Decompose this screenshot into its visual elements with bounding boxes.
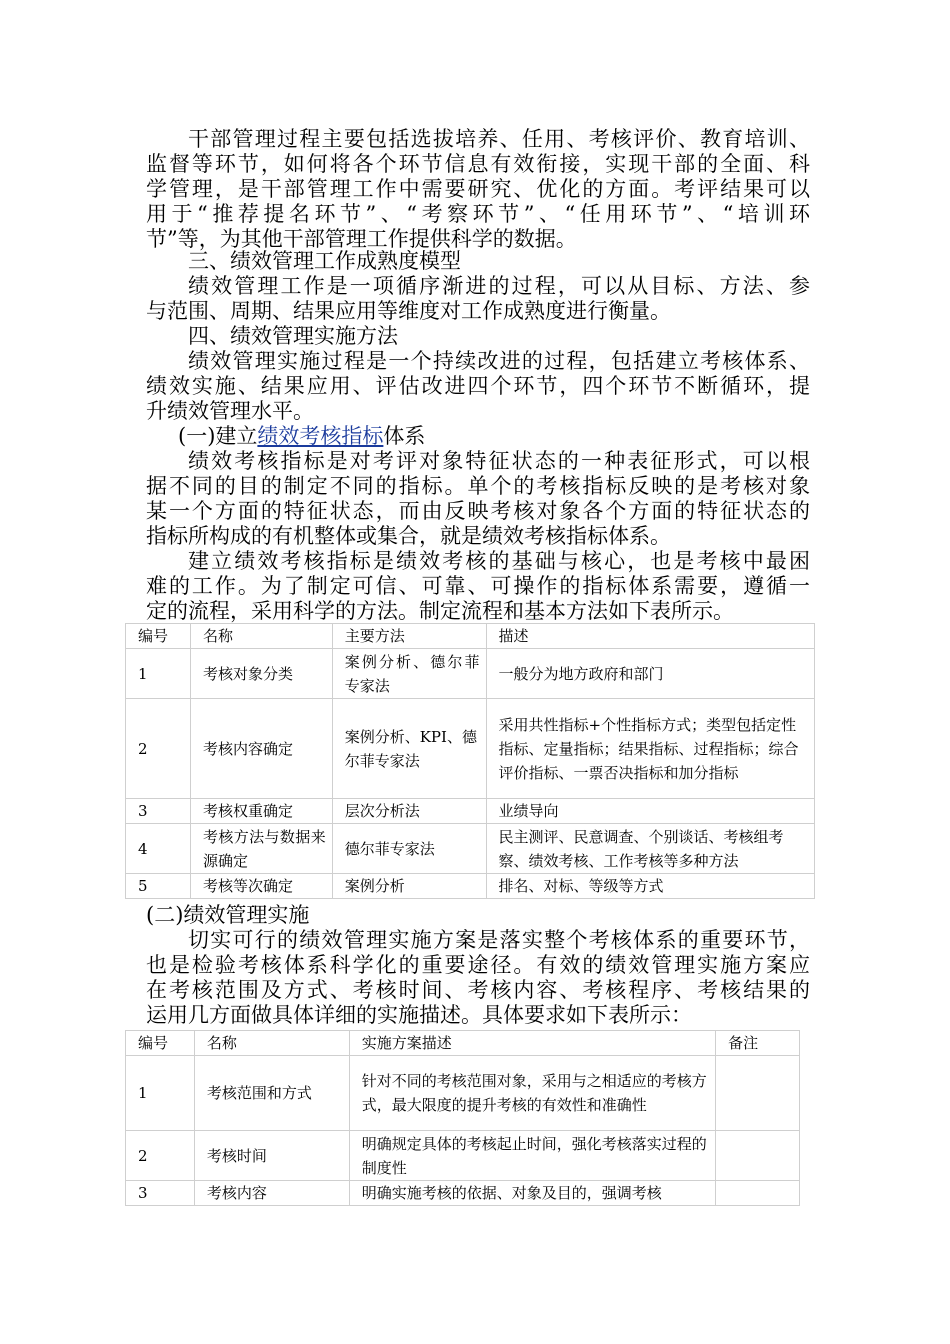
paragraph-kpi-foundation <box>146 549 810 624</box>
table-cell: 排名、对标、等级等方式 <box>486 874 814 899</box>
column-header: 编号 <box>126 1031 195 1056</box>
heading-section-3: 三、绩效管理工作成熟度模型 <box>188 249 461 273</box>
table-cell: 案例分析、德尔菲专家法 <box>332 649 486 699</box>
table-cell: 考核内容 <box>194 1181 349 1206</box>
table-cell <box>716 1131 800 1181</box>
column-header: 实施方案描述 <box>349 1031 715 1056</box>
table-cell: 2 <box>126 699 191 799</box>
table-row <box>126 824 815 874</box>
table-cell: 3 <box>126 799 191 824</box>
heading-suffix: 体系 <box>383 424 426 448</box>
paragraph-cadre-management <box>146 127 810 252</box>
table-cell: 采用共性指标+个性指标方式；类型包括定性指标、定量指标；结果指标、过程指标；综合评价指标、一票否决指标和加分指标 <box>486 699 814 799</box>
table-cell: 4 <box>126 824 191 874</box>
text-line: 运用几方面做具体详细的实施描述。具体要求如下表所示： <box>146 1003 692 1027</box>
text-line: 据不同的目的制定不同的指标。单个的考核指标反映的是考核对象 <box>146 474 810 498</box>
table-cell: 考核权重确定 <box>190 799 332 824</box>
text-line: 与范围、周期、结果应用等维度对工作成熟度进行衡量。 <box>146 299 671 323</box>
table-row <box>126 1056 800 1131</box>
table-cell: 案例分析 <box>332 874 486 899</box>
heading-section-4: 四、绩效管理实施方法 <box>188 324 398 348</box>
text-line: 绩效管理实施过程是一个持续改进的过程，包括建立考核体系、 <box>188 349 810 373</box>
table-cell: 考核范围和方式 <box>194 1056 349 1131</box>
table-cell: 1 <box>126 649 191 699</box>
table-row <box>126 699 815 799</box>
plan-table <box>125 1030 800 1206</box>
table-cell: 考核内容确定 <box>190 699 332 799</box>
table-cell <box>716 1056 800 1131</box>
table-cell: 层次分析法 <box>332 799 486 824</box>
table-row <box>126 649 815 699</box>
text-line: 绩效考核指标是对考评对象特征状态的一种表征形式，可以根 <box>188 449 810 473</box>
paragraph-implementation <box>146 349 810 424</box>
table-cell <box>716 1181 800 1206</box>
table-cell: 考核时间 <box>194 1131 349 1181</box>
table-row <box>126 874 815 899</box>
text-line: 也是检验考核体系科学化的重要途径。有效的绩效管理实施方案应 <box>146 953 810 977</box>
column-header: 编号 <box>126 624 191 649</box>
table-cell: 1 <box>126 1056 195 1131</box>
column-header: 备注 <box>716 1031 800 1056</box>
table-cell: 2 <box>126 1131 195 1181</box>
text-line: 绩效管理工作是一项循序渐进的过程，可以从目标、方法、参 <box>188 274 810 298</box>
method-table <box>125 623 815 899</box>
table-header-row <box>126 1031 800 1056</box>
table-header-row <box>126 624 815 649</box>
table-cell: 考核对象分类 <box>190 649 332 699</box>
table-row <box>126 1131 800 1181</box>
table-row <box>126 799 815 824</box>
table-cell: 明确规定具体的考核起止时间，强化考核落实过程的制度性 <box>349 1131 715 1181</box>
text-line: 干部管理过程主要包括选拔培养、任用、考核评价、教育培训、 <box>188 127 810 151</box>
text-line: 节”等，为其他干部管理工作提供科学的数据。 <box>146 227 577 251</box>
text-line: 某一个方面的特征状态，而由反映考核对象各个方面的特征状态的 <box>146 499 810 523</box>
table-cell: 案例分析、KPI、德尔菲专家法 <box>332 699 486 799</box>
paragraph-kpi-definition <box>146 449 810 549</box>
table-cell: 针对不同的考核范围对象，采用与之相适应的考核方式，最大限度的提升考核的有效性和准确性 <box>349 1056 715 1131</box>
heading-subsection-2: (二)绩效管理实施 <box>146 903 310 927</box>
text-line: 切实可行的绩效管理实施方案是落实整个考核体系的重要环节， <box>188 928 810 952</box>
table-cell: 明确实施考核的依据、对象及目的，强调考核 <box>349 1181 715 1206</box>
text-line: 在考核范围及方式、考核时间、考核内容、考核程序、考核结果的 <box>146 978 810 1002</box>
text-line: 监督等环节，如何将各个环节信息有效衔接，实现干部的全面、科 <box>146 152 810 176</box>
text-line: 建立绩效考核指标是绩效考核的基础与核心，也是考核中最困 <box>188 549 810 573</box>
text-line: 难的工作。为了制定可信、可靠、可操作的指标体系需要，遵循一 <box>146 574 810 598</box>
text-line: 绩效实施、结果应用、评估改进四个环节，四个环节不断循环，提 <box>146 374 810 398</box>
column-header: 描述 <box>486 624 814 649</box>
text-line: 定的流程，采用科学的方法。制定流程和基本方法如下表所示。 <box>146 599 734 623</box>
paragraph-maturity <box>146 274 810 324</box>
table-cell: 民主测评、民意调查、个别谈话、考核组考察、绩效考核、工作考核等多种方法 <box>486 824 814 874</box>
table-cell: 业绩导向 <box>486 799 814 824</box>
table-row <box>126 1181 800 1206</box>
text-line: 指标所构成的有机整体或集合，就是绩效考核指标体系。 <box>146 524 671 548</box>
heading-subsection-1 <box>178 424 842 449</box>
text-line: 学管理，是干部管理工作中需要研究、优化的方面。考评结果可以 <box>146 177 810 201</box>
kpi-link[interactable]: 绩效考核指标 <box>257 424 384 448</box>
text-line: 用于“推荐提名环节”、“考察环节”、“任用环节”、“培训环 <box>146 202 810 226</box>
table-cell: 考核等次确定 <box>190 874 332 899</box>
paragraph-implementation-plan <box>146 928 810 1028</box>
text-line: 升绩效管理水平。 <box>146 399 314 423</box>
column-header: 主要方法 <box>332 624 486 649</box>
table-cell: 5 <box>126 874 191 899</box>
table-cell: 考核方法与数据来源确定 <box>190 824 332 874</box>
table-cell: 3 <box>126 1181 195 1206</box>
heading-prefix: (一)建立 <box>178 424 258 448</box>
table-cell: 德尔菲专家法 <box>332 824 486 874</box>
table-cell: 一般分为地方政府和部门 <box>486 649 814 699</box>
column-header: 名称 <box>190 624 332 649</box>
column-header: 名称 <box>194 1031 349 1056</box>
